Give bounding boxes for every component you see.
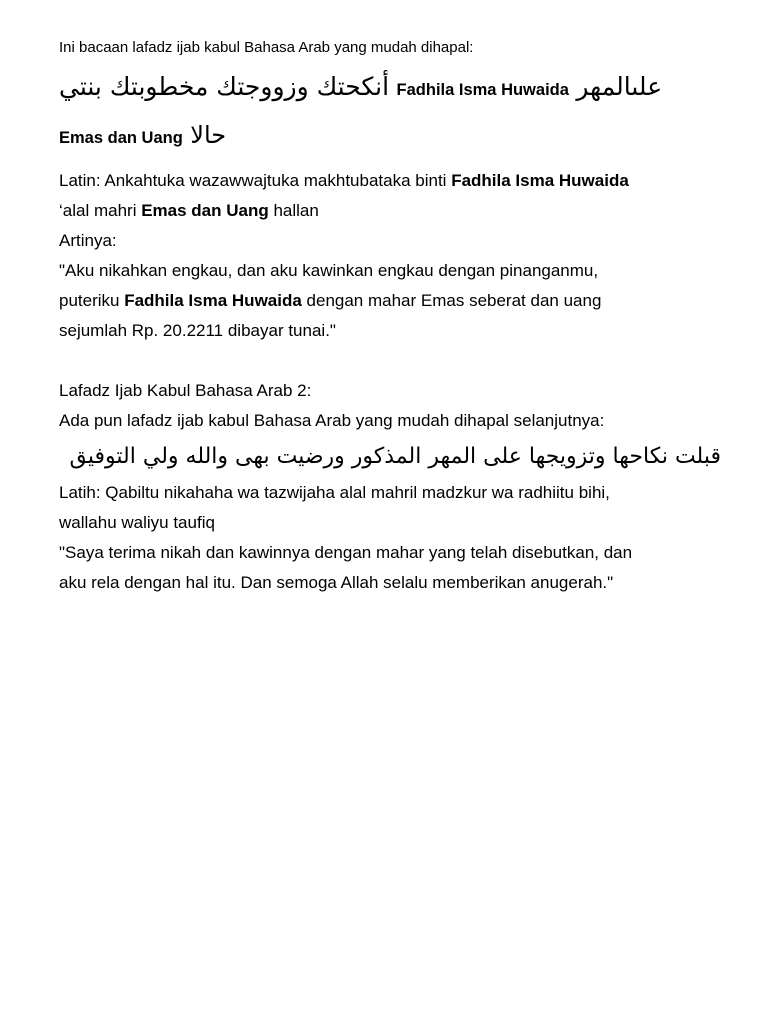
meaning-line-3: sejumlah Rp. 20.2211 dibayar tunai." [59,321,336,340]
arabic-mahr-line [59,119,729,151]
kabul-transliteration [59,478,729,538]
kabul-latin-line-1: Latih: Qabiltu nikahaha wa tazwijaha alal mahril madzkur wa radhiitu bihi, [59,483,610,502]
meaning-paragraph [59,256,729,346]
mahr-text: Emas dan Uang [59,129,183,147]
meaning-line-2-prefix: puteriku [59,291,125,310]
arabic-kabul-text: قبلت نكاحها وتزويجها على المهر المذكور ورضيت بهى والله ولي التوفيق [69,444,721,469]
meaning-line-2-suffix: dengan mahar Emas seberat dan uang [301,291,602,310]
intro-text: Ini bacaan lafadz ijab kabul Bahasa Arab yang mudah dihapal: [59,39,474,56]
artinya-label: Artinya: [59,231,117,250]
latin-name: Fadhila Isma Huwaida [451,171,629,190]
arabic-hallan: حالا [190,121,227,149]
meaning-name: Fadhila Isma Huwaida [124,291,302,310]
bride-name: Fadhila Isma Huwaida [396,81,569,99]
document-page [59,38,729,598]
arabic-alal-mahri: علىالمهر [576,72,663,101]
kabul-meaning-line-1: "Saya terima nikah dan kawinnya dengan mahar yang telah disebutkan, dan [59,543,633,562]
kabul-latin-line-2: wallahu waliyu taufiq [59,513,215,532]
latin-mahr: Emas dan Uang [141,201,269,220]
latin-mid: ‘alal mahri [59,201,142,220]
section2-heading: Lafadz Ijab Kabul Bahasa Arab 2: [59,381,312,400]
arabic-ijab-line [59,68,729,106]
latin-suffix: hallan [268,201,319,220]
kabul-meaning [59,538,729,598]
latin-prefix: Latin: Ankahtuka wazawwajtuka makhtubataka binti [59,171,452,190]
latin-transliteration [59,166,729,226]
section2-intro: Ada pun lafadz ijab kabul Bahasa Arab yang mudah dihapal selanjutnya: [59,411,605,430]
arabic-ijab-text: أنكحتك وزووجتك مخطوبتك بنتي [59,72,390,101]
meaning-line-1: "Aku nikahkan engkau, dan aku kawinkan engkau dengan pinanganmu, [59,261,599,280]
kabul-meaning-line-2: aku rela dengan hal itu. Dan semoga Allah selalu memberikan anugerah." [59,573,614,592]
